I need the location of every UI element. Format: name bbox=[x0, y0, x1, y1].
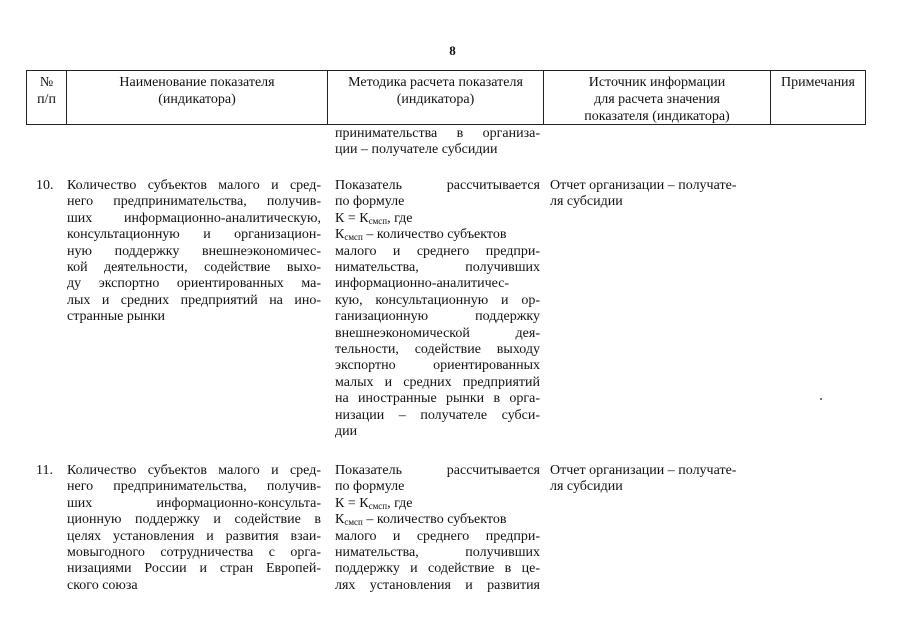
source-cell bbox=[550, 463, 764, 496]
definition-line bbox=[335, 512, 540, 528]
method-line: ганизационную поддержку bbox=[335, 309, 540, 325]
name-line: целях установления и развития взаи- bbox=[67, 528, 321, 544]
source-cell bbox=[550, 178, 764, 211]
formula-line bbox=[335, 496, 540, 512]
method-line: принимательства в организа- bbox=[335, 126, 540, 141]
name-line: кой деятельности, содействие выхо- bbox=[67, 260, 321, 276]
definition-subscript: смсп bbox=[344, 517, 363, 528]
continuation-method-cell bbox=[335, 126, 540, 159]
definition-symbol: К bbox=[335, 512, 345, 528]
definition-text: – количество субъектов bbox=[362, 227, 507, 243]
method-line: тельности, содействие выходу bbox=[335, 342, 540, 358]
method-line: низации – получателе субси- bbox=[335, 407, 540, 423]
definition-symbol: К bbox=[335, 227, 345, 243]
scan-dot bbox=[820, 398, 822, 400]
method-line: нимательства, получивших bbox=[335, 545, 540, 561]
method-line: поддержку и содействие в це- bbox=[335, 561, 540, 577]
method-line: по формуле bbox=[335, 479, 405, 495]
formula-text: К = К bbox=[335, 210, 369, 226]
source-line: ля субсидии bbox=[550, 479, 623, 495]
formula-subscript: смсп bbox=[368, 215, 388, 226]
name-line: ду экспортно ориентированных ма- bbox=[67, 276, 321, 292]
definition-text: – количество субъектов bbox=[362, 512, 507, 528]
method-line: нимательства, получивших bbox=[335, 260, 540, 276]
header-name-line: (индикатора) bbox=[158, 92, 236, 107]
formula-rest: , где bbox=[387, 495, 413, 511]
header-number-line: п/п bbox=[37, 92, 56, 107]
name-line: ших информационно-аналитическую, bbox=[67, 210, 321, 226]
source-line: Отчет организации – получате- bbox=[550, 463, 737, 478]
method-line: Показатель рассчитывается bbox=[335, 178, 540, 193]
method-line: малого и среднего предпри- bbox=[335, 243, 540, 259]
method-line: лях установления и развития bbox=[335, 577, 540, 593]
name-line: Количество субъектов малого и сред- bbox=[67, 178, 321, 193]
method-line: кую, консультационную и ор- bbox=[335, 292, 540, 308]
name-line: странные рынки bbox=[67, 309, 166, 325]
method-line: Показатель рассчитывается bbox=[335, 463, 540, 478]
name-line: Количество субъектов малого и сред- bbox=[67, 463, 321, 478]
formula-line bbox=[335, 211, 540, 227]
name-line: лых и средних предприятий на ино- bbox=[67, 292, 321, 308]
method-line: экспортно ориентированных bbox=[335, 358, 540, 374]
header-notes-line: Примечания bbox=[780, 75, 855, 90]
method-cell bbox=[335, 178, 540, 441]
header-source-line: Источник информации bbox=[588, 75, 726, 90]
name-line: консультационную и организацион- bbox=[67, 227, 321, 243]
header-name-line: Наименование показателя bbox=[119, 75, 275, 90]
method-line: на иностранные рынки в орга- bbox=[335, 391, 540, 407]
header-source-line: для расчета значения bbox=[594, 92, 720, 107]
page-number: 8 bbox=[449, 43, 456, 58]
source-line: ля субсидии bbox=[550, 194, 623, 210]
method-line: внешнеэкономической дея- bbox=[335, 325, 540, 341]
name-line: ших информационно-консульта- bbox=[67, 495, 321, 511]
header-cell-name bbox=[66, 70, 328, 125]
method-line: информационно-аналитичес- bbox=[335, 276, 510, 292]
name-line: ционную поддержку и содействие в bbox=[67, 512, 321, 528]
header-number-line: № bbox=[39, 75, 54, 90]
name-line: него предпринимательства, получив- bbox=[67, 194, 321, 210]
header-cell-number bbox=[26, 70, 67, 125]
indicator-name-cell bbox=[67, 463, 321, 594]
method-line: ции – получателе субсидии bbox=[335, 142, 498, 158]
header-source-line: показателя (индикатора) bbox=[584, 109, 730, 124]
indicator-name-cell bbox=[67, 178, 321, 326]
name-line: мовыгодного сотрудничества с орга- bbox=[67, 545, 321, 561]
definition-subscript: смсп bbox=[344, 232, 363, 243]
header-cell-notes bbox=[770, 70, 866, 125]
header-cell-method bbox=[327, 70, 544, 125]
name-line: ского союза bbox=[67, 577, 138, 593]
definition-line bbox=[335, 227, 540, 243]
method-line: дии bbox=[335, 424, 358, 440]
method-line: малых и средних предприятий bbox=[335, 374, 540, 390]
name-line: низациями России и стран Европей- bbox=[67, 561, 321, 577]
name-line: ную поддержку внешнеэкономичес- bbox=[67, 243, 321, 259]
formula-rest: , где bbox=[387, 210, 413, 226]
method-cell bbox=[335, 463, 540, 594]
formula-text: К = К bbox=[335, 495, 369, 511]
row-number: 11. bbox=[36, 463, 53, 478]
method-line: по формуле bbox=[335, 194, 405, 210]
row-number: 10. bbox=[36, 178, 54, 193]
header-method-line: (индикатора) bbox=[396, 92, 475, 107]
method-line: малого и среднего предпри- bbox=[335, 528, 540, 544]
header-method-line: Методика расчета показателя bbox=[348, 75, 523, 90]
name-line: него предпринимательства, получив- bbox=[67, 479, 321, 495]
source-line: Отчет организации – получате- bbox=[550, 178, 737, 193]
formula-subscript: смсп bbox=[368, 500, 388, 511]
header-cell-source bbox=[543, 70, 771, 125]
